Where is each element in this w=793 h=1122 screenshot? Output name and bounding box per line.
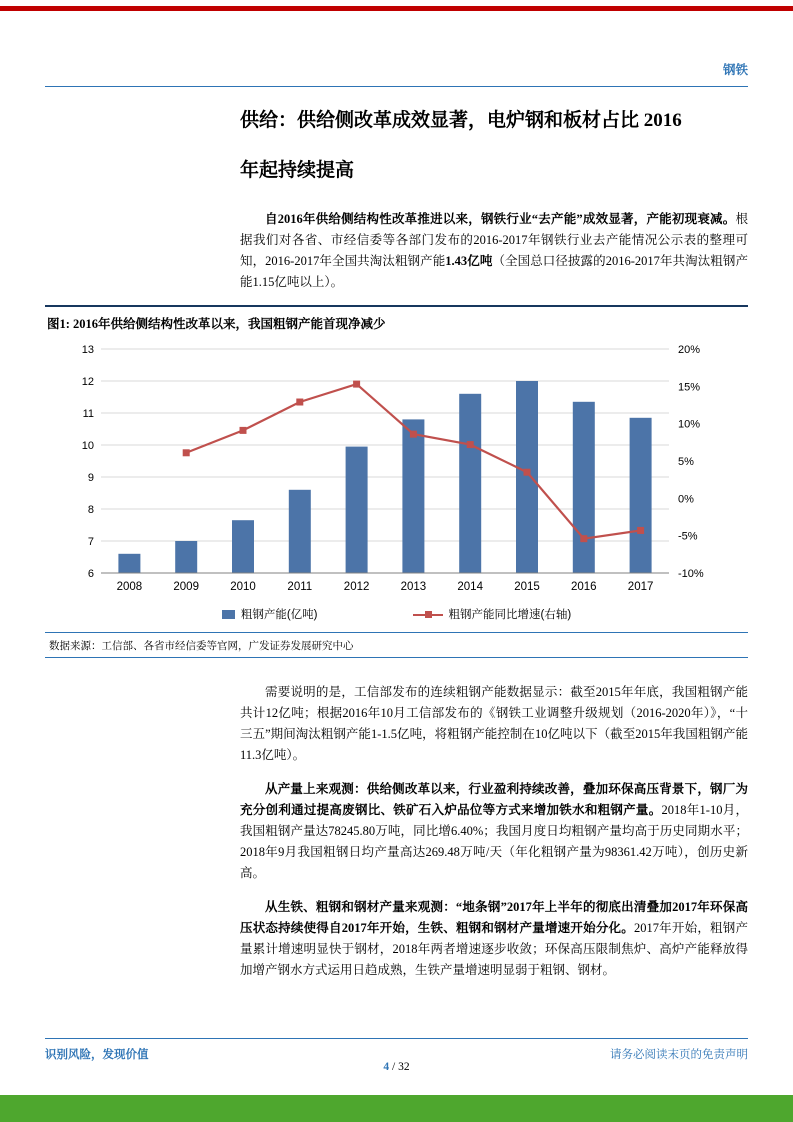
figure-source: 数据来源：工信部、各省市经信委等官网，广发证券发展研究中心 (45, 632, 748, 658)
paragraph-note: 需要说明的是，工信部发布的连续粗钢产能数据显示：截至2015年年底，我国粗钢产能共计12亿吨；根据2016年10月工信部发布的《钢铁工业调整升级规划（2016-2020年）》，“十三五”期间淘汰粗钢产能1-1.5亿吨，将粗钢产能控制在10亿吨以下（截至2015年我国粗钢产能11.3亿吨）。 (240, 685, 748, 762)
svg-text:9: 9 (87, 472, 94, 484)
figure-1 (45, 305, 748, 658)
svg-text:2011: 2011 (287, 581, 313, 593)
line-series-swatch-icon (413, 610, 443, 619)
legend-item-growth (413, 606, 572, 622)
svg-text:8: 8 (87, 504, 94, 516)
svg-text:2016: 2016 (571, 581, 597, 593)
chart-legend (45, 606, 748, 622)
footer-disclaimer-note: 请务必阅读末页的免责声明 (610, 1049, 748, 1061)
svg-text:15%: 15% (678, 381, 701, 394)
header-divider (45, 86, 748, 87)
svg-text:2012: 2012 (343, 581, 370, 593)
svg-text:11: 11 (82, 408, 94, 420)
svg-text:7: 7 (87, 536, 94, 548)
crude-steel-capacity-chart (63, 341, 723, 599)
page-body (45, 96, 748, 981)
footer-slogan: 识别风险，发现价值 (45, 1049, 149, 1061)
svg-text:2010: 2010 (230, 581, 256, 593)
footer-divider (45, 1038, 748, 1039)
svg-text:6: 6 (87, 568, 94, 580)
svg-text:13: 13 (81, 344, 94, 356)
svg-text:12: 12 (81, 376, 94, 388)
chart-area (63, 341, 748, 604)
section-title (240, 96, 750, 196)
page-number-current: 4 (383, 1061, 390, 1073)
svg-text:-10%: -10% (678, 568, 704, 580)
svg-text:5%: 5% (678, 456, 694, 468)
top-red-rule (0, 6, 793, 11)
section-title-line1: 供给：供给侧改革成效显著，电炉钢和板材占比 2016 (240, 110, 682, 131)
svg-text:10%: 10% (678, 418, 701, 431)
svg-text:2017: 2017 (627, 581, 654, 593)
svg-text:0%: 0% (678, 493, 694, 506)
legend-item-capacity (222, 606, 318, 622)
paragraph-intro: 自2016年供给侧结构性改革推进以来，钢铁行业“去产能”成效显著，产能初现衰减。根据我们对各省、市经信委等各部门发布的2016-2017年钢铁行业去产能情况公示表的整理可知，2016-2017年全国共淘汰粗钢产能1.43亿吨（全国总口径披露的2016-2017年共淘汰粗钢产能1.15亿吨以上）。 (240, 212, 748, 289)
svg-text:2013: 2013 (400, 581, 427, 593)
svg-text:2009: 2009 (173, 581, 199, 593)
figure-caption: 图1: 2016年供给侧结构性改革以来，我国粗钢产能首现净减少 (45, 305, 748, 337)
section-title-line2: 年起持续提高 (240, 160, 355, 181)
svg-text:2014: 2014 (457, 581, 483, 593)
header-section-label: 钢铁 (722, 63, 748, 77)
legend-label-capacity: 粗钢产能(亿吨) (240, 609, 318, 621)
paragraph-divergence: 从生铁、粗钢和钢材产量来观测：“地条钢”2017年上半年的彻底出清叠加2017年环保高压状态持续使得自2017年开始，生铁、粗钢和钢材产量增速开始分化。2017年开始，粗钢产量累计增速明显快于钢材，2018年两者增速逐步收敛；环保高压限制焦炉、高炉产能释放得加增产钢水方式运用日趋成熟，生铁产量增速明显弱于粗钢、钢材。 (240, 900, 748, 977)
page-number (0, 1061, 793, 1073)
svg-text:10: 10 (81, 440, 94, 452)
bottom-green-rule (0, 1095, 793, 1122)
paragraph-output: 从产量上来观测：供给侧改革以来，行业盈利持续改善，叠加环保高压背景下，钢厂为充分创利通过提高废钢比、铁矿石入炉品位等方式来增加铁水和粗钢产量。2018年1-10月，我国粗钢产量达78245.80万吨，同比增6.40%；我国月度日均粗钢产量均高于历史同期水平；2018年9月我国粗钢日均产量高达269.48万吨/天（年化粗钢产量为98361.42万吨），创历史新高。 (240, 782, 748, 880)
line-marker-icon (425, 611, 432, 618)
bar-series-swatch-icon (222, 610, 235, 619)
svg-text:-5%: -5% (678, 530, 698, 543)
svg-text:2015: 2015 (514, 581, 540, 593)
svg-text:20%: 20% (678, 344, 701, 356)
legend-label-growth: 粗钢产能同比增速(右轴) (448, 609, 572, 621)
page-number-separator: / (389, 1061, 399, 1073)
page-number-total: 32 (398, 1061, 410, 1073)
svg-text:2008: 2008 (116, 581, 143, 593)
